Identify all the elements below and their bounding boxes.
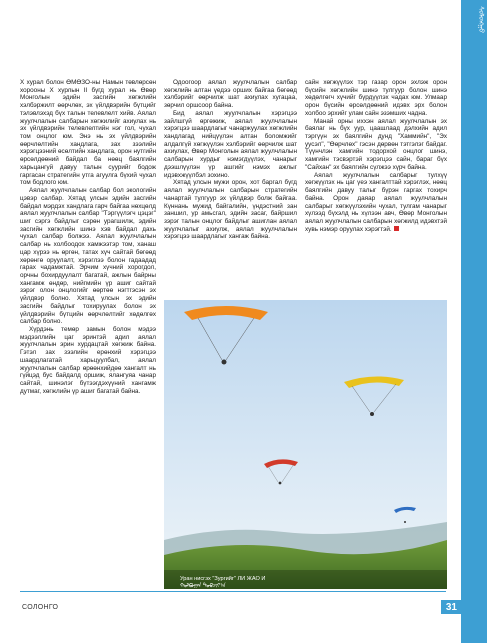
magazine-logo [464,6,484,40]
photo-caption [180,576,265,589]
article-column-2 [164,79,297,241]
article-end-mark [394,226,399,231]
caption-line: ᠬᠣᠯᠪᠣᠭᠠᠨ ᠲᠣᠪᠴᠢᠶ᠎ᠠ [180,582,226,589]
paragraph: Хятад улсын мужи орон, хот баргал бүгд аялал жуулчлалын салбарын стратегийн чанартай тулгуур эх үйлдвэр болж байгаа. Күннань мужид байгалийн, үндэстний зан заншил, ур амьсгал, эдийн засаг, байршил зэрэг талын онцлог байдлыг ашиглан аялал жуулчлалыг ахиулж, аялал жуулчлалын хэрэгцээ шаардлагыг хангаж байна. [164,179,297,241]
paragraph: Хүрдэнь темөр замын болон мэдээ мэдээллийн цаг эринтэй адил аялал жуулчлалын эрин хурдацтай хөгжиж байна. Гэтэл зах зээлийн ерөнхий хэрэгцээ шаардлагатай харьцуулбал, аялал жуулчлалын салбар өрөөнхийдөө хангалт нь гүйцэд бус байдалд оршиж, ялангуяа чанар сайтай, шинэлэг бүтээгдэхүүний хангамж дутмаг, хөгжлийн үр ашиг багатай байна. [20,326,156,395]
edge-color-strip [461,0,487,643]
paragraph: Бид аялал жуулчлалын хэрэгцээ зайлшгүй өргөжиж, аялал жуулчлалын хэрэгцээ шаардлагыг чанаржуулах хөгжлийн хандлагад нийцүүлэн алтан боломжийг алдалгүй хөгжүүлэн хэлбэрийг өөрчилж шат ахиулах, Өвөр Монголын аялал жуулчлалын салбарын хурдыг нэмэгдүүлэх, чанарыг дээшлүүлэн үр ашгийг нэмэх ажлыг идэвхжүүлбэл зохино. [164,109,297,179]
article-column-1 [20,79,156,395]
paragraph: Аялал жуулчлалын салбар бол экологийн цэвэр салбар. Хятад улсын эдийн засгийн байдал мэрдэх хандлага гарч байгаа нөхцөлд аялал жуулчлалын салбар "Тэргүүлэгч цэцэг" шиг сэргэ байдлыг сэрөн урагшилж, эдийн засгийн хөгжлийн шинэ хэв байдал дахь чухал салбар болжээ. Аялал жуулчлалын салбар нь холбоодох хамжээтэр том, ханаш цар хүрээ нь өргөн, татах хүч сайтай бөгөөд хөрөнгө оруулалт, хэрэглээ болон гадаадад гарах чадамжтай. Эрчим хүчний хорогдол, орчны бохирдуулалт багатай, ажлын байрны хангамж өндөр, нийгмийн үр ашиг сайтай зэрэг олон онцлогийг өөртөө нэгтгэсэн эх үйлдвэр болно. Хятад улсын эх эдийн засгийн байдлыг тохируулах болон эх үйлдвэрийн бүтцийн өөрчлөлтийг хөдөлгөх салбар болно. [20,187,156,326]
paragraph: сайн хөгжүүлэх тэр газар орон эхлэж орон бүсийн хөгжлийн шинэ тулгуур болон шинэ хөдөлгөгч хүчийг бүрдүүлэх чадах юм. Улмаар орон бүсийн өрсөлдөөний идэвх эрх болон холбоо эрхийг улам сайн эзэмших чадна. [305,79,447,117]
footer-brand: СОЛОНГО [22,604,59,611]
paragraph-text: Аялал жуулчлалын салбарыг тулхүү хөгжүүлэх нь цаг үеэ хангалттай хэрэглэх, нөөц баялгийн давуу талыг бүрэн гаргах тохирч байна. Орон даяар аялал жуулчлалын салбарыг хөгжүүлэхийн чухал, тулгам чанарыг хүлээд бүхэлд нь хүлээн авч, Өвөр Монголын аялал жуулчлалын салбарын хөгжилд идэвхтэй хувь нэмэр оруулах хэрэгтэй. [305,171,447,233]
paragraph [305,172,447,234]
footer-divider [20,591,446,592]
paragraph: Х хурал болон ӨМӨЗО-ны Намын төвлөрсөн хорооны Х хурлын II бүгд хурал нь Өвөр Монголын эдийн засгийн хөгжлийн хэлбэржилт өөрчлөх, эх үйлдвэрийн бүтцийг тэлэвлэхэд бүх талын телевлелт хийв. Аялал жуулчлалын салбарын хөгжилийг ахиулах нь эх үйлдвэрийн телевлелтийн нэг гол, чухал том онцлог юм. Энэ нь эх үйлдвэрийн өөрчлөлтийн хандлага, зах зээлийн хэрэгцээний өсөлтийн хандлага, орон нутгийн өрсөлдөөний байдал ба нөөц баялгийн харьцангуй давуу талын суурийг бодож гаргасан стратегийн утга агуулга бүхий чухал том бодлого юм. [20,79,156,187]
page-number: 31 [445,602,457,613]
paragraph: Манай орны иххэн аялал жуулчлалын эх баялаг нь бүх уур, цаашлаад дэлхийн адил тэргүүн эх баялгийн дунд "Хаммийн", "Эх уусэл", "Өөрчлөх" гэсэн дөрвөн тэтгэлэг байдаг. Түүнчлэн хамгийн тодорхой онцлог шинэ, хамгийн тэсвэртэй хэрэгцээ сайн, бараг бүх "Сайхан" эх баялгийн сүлжээ хүрч байна. [305,117,447,171]
paragraph: Одоогоор аялал жуулчлалын салбар хөгжлийн алтан үедээ орших байгаа бөгөөд хэлбэрийг өөрчилж шат ахиулах хугацаа, зөрчил оршсоор байна. [164,79,297,110]
magazine-logo-text: ᠰᠣᠯᠣᠩᠭ᠋ᠣ [477,6,485,34]
article-column-3 [305,79,447,233]
paragliding-photo [164,300,447,589]
caption-line: Уран нисгэх "Зургийг" ЛИ ЖАО И [180,576,266,582]
